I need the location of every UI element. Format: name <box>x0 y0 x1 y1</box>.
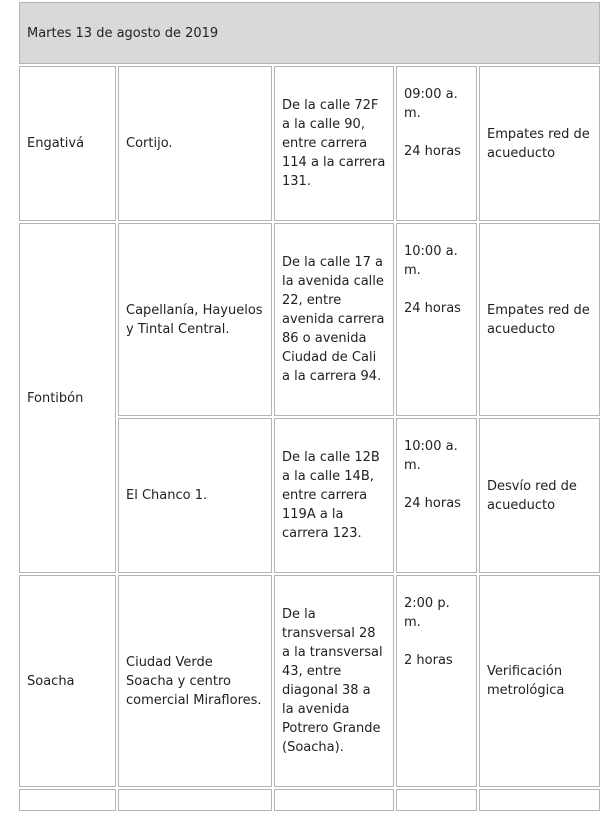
reason-cell: Empates red de acueducto <box>479 223 600 416</box>
table-row-partial <box>19 789 600 811</box>
sector-cell: De la transversal 28 a la transversal 43, entre diagonal 38 a la avenida Potrero Grande (Soacha). <box>274 575 394 787</box>
neighborhood-cell: Cortijo. <box>118 66 272 221</box>
schedule-cell <box>396 66 477 221</box>
empty-cell <box>479 789 600 811</box>
reason-cell: Verificación metrológica <box>479 575 600 787</box>
empty-cell <box>118 789 272 811</box>
schedule-cell <box>396 575 477 787</box>
duration: 24 horas <box>404 496 461 511</box>
reason-cell: Empates red de acueducto <box>479 66 600 221</box>
table-row <box>19 575 600 787</box>
sector-cell: De la calle 12B a la calle 14B, entre carrera 119A a la carrera 123. <box>274 418 394 573</box>
locality-cell: Soacha <box>19 575 116 787</box>
sector-cell: De la calle 72F a la calle 90, entre carrera 114 a la carrera 131. <box>274 66 394 221</box>
outage-schedule-table <box>17 0 602 813</box>
start-time: 09:00 a. m. <box>404 87 458 121</box>
empty-cell <box>274 789 394 811</box>
table-row <box>19 66 600 221</box>
sector-cell: De la calle 17 a la avenida calle 22, entre avenida carrera 86 o avenida Ciudad de Cali a la carrera 94. <box>274 223 394 416</box>
empty-cell <box>19 789 116 811</box>
start-time: 2:00 p. m. <box>404 596 450 630</box>
locality-cell: Engativá <box>19 66 116 221</box>
date-header-cell: Martes 13 de agosto de 2019 <box>19 2 600 64</box>
start-time: 10:00 a. m. <box>404 244 458 278</box>
empty-cell <box>396 789 477 811</box>
locality-cell: Fontibón <box>19 223 116 573</box>
neighborhood-cell: El Chanco 1. <box>118 418 272 573</box>
schedule-cell <box>396 418 477 573</box>
date-header-row <box>19 2 600 64</box>
neighborhood-cell: Capellanía, Hayuelos y Tintal Central. <box>118 223 272 416</box>
start-time: 10:00 a. m. <box>404 439 458 473</box>
neighborhood-cell: Ciudad Verde Soacha y centro comercial Miraflores. <box>118 575 272 787</box>
duration: 24 horas <box>404 301 461 316</box>
duration: 24 horas <box>404 144 461 159</box>
schedule-cell <box>396 223 477 416</box>
duration: 2 horas <box>404 653 453 668</box>
table-row <box>19 223 600 416</box>
reason-cell: Desvío red de acueducto <box>479 418 600 573</box>
